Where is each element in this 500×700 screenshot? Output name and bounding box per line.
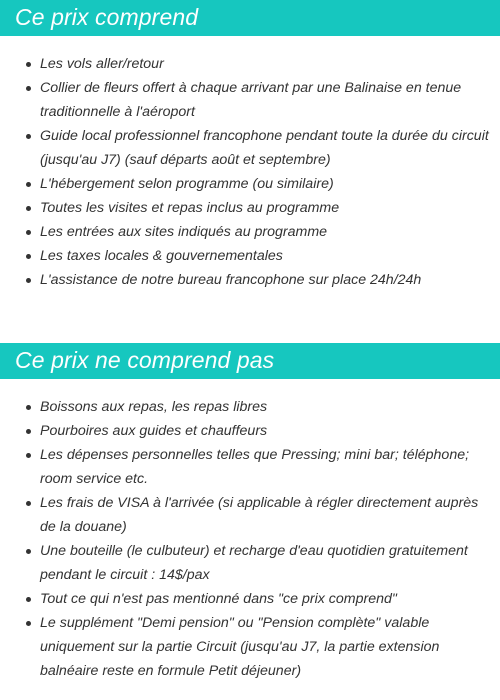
list-item: L'assistance de notre bureau francophone sur place 24h/24h xyxy=(0,268,500,292)
list-item: Guide local professionnel francophone pendant toute la durée du circuit (jusqu'au J7) (sauf départs août et septembre) xyxy=(0,124,500,172)
list-item: Collier de fleurs offert à chaque arrivant par une Balinaise en tenue traditionnelle à l'aéroport xyxy=(0,76,500,124)
list-item: Pourboires aux guides et chauffeurs xyxy=(0,419,500,443)
price-includes-list xyxy=(0,36,500,292)
list-item: Les frais de VISA à l'arrivée (si applicable à régler directement auprès de la douane) xyxy=(0,491,500,539)
price-includes-section xyxy=(0,0,500,292)
list-item: Boissons aux repas, les repas libres xyxy=(0,395,500,419)
list-item: Tout ce qui n'est pas mentionné dans "ce prix comprend" xyxy=(0,587,500,611)
price-excludes-section xyxy=(0,343,500,683)
price-excludes-list xyxy=(0,379,500,683)
price-includes-heading: Ce prix comprend xyxy=(0,0,500,36)
list-item: Les dépenses personnelles telles que Pressing; mini bar; téléphone; room service etc. xyxy=(0,443,500,491)
price-excludes-heading: Ce prix ne comprend pas xyxy=(0,343,500,379)
list-item: Toutes les visites et repas inclus au programme xyxy=(0,196,500,220)
list-item: Une bouteille (le culbuteur) et recharge d'eau quotidien gratuitement pendant le circuit : 14$/pax xyxy=(0,539,500,587)
list-item: Les vols aller/retour xyxy=(0,52,500,76)
list-item: Les taxes locales & gouvernementales xyxy=(0,244,500,268)
list-item: L'hébergement selon programme (ou similaire) xyxy=(0,172,500,196)
list-item: Les entrées aux sites indiqués au programme xyxy=(0,220,500,244)
list-item: Le supplément "Demi pension" ou "Pension complète" valable uniquement sur la partie Circuit (jusqu'au J7, la partie extension balnéaire reste en formule Petit déjeuner) xyxy=(0,611,500,683)
